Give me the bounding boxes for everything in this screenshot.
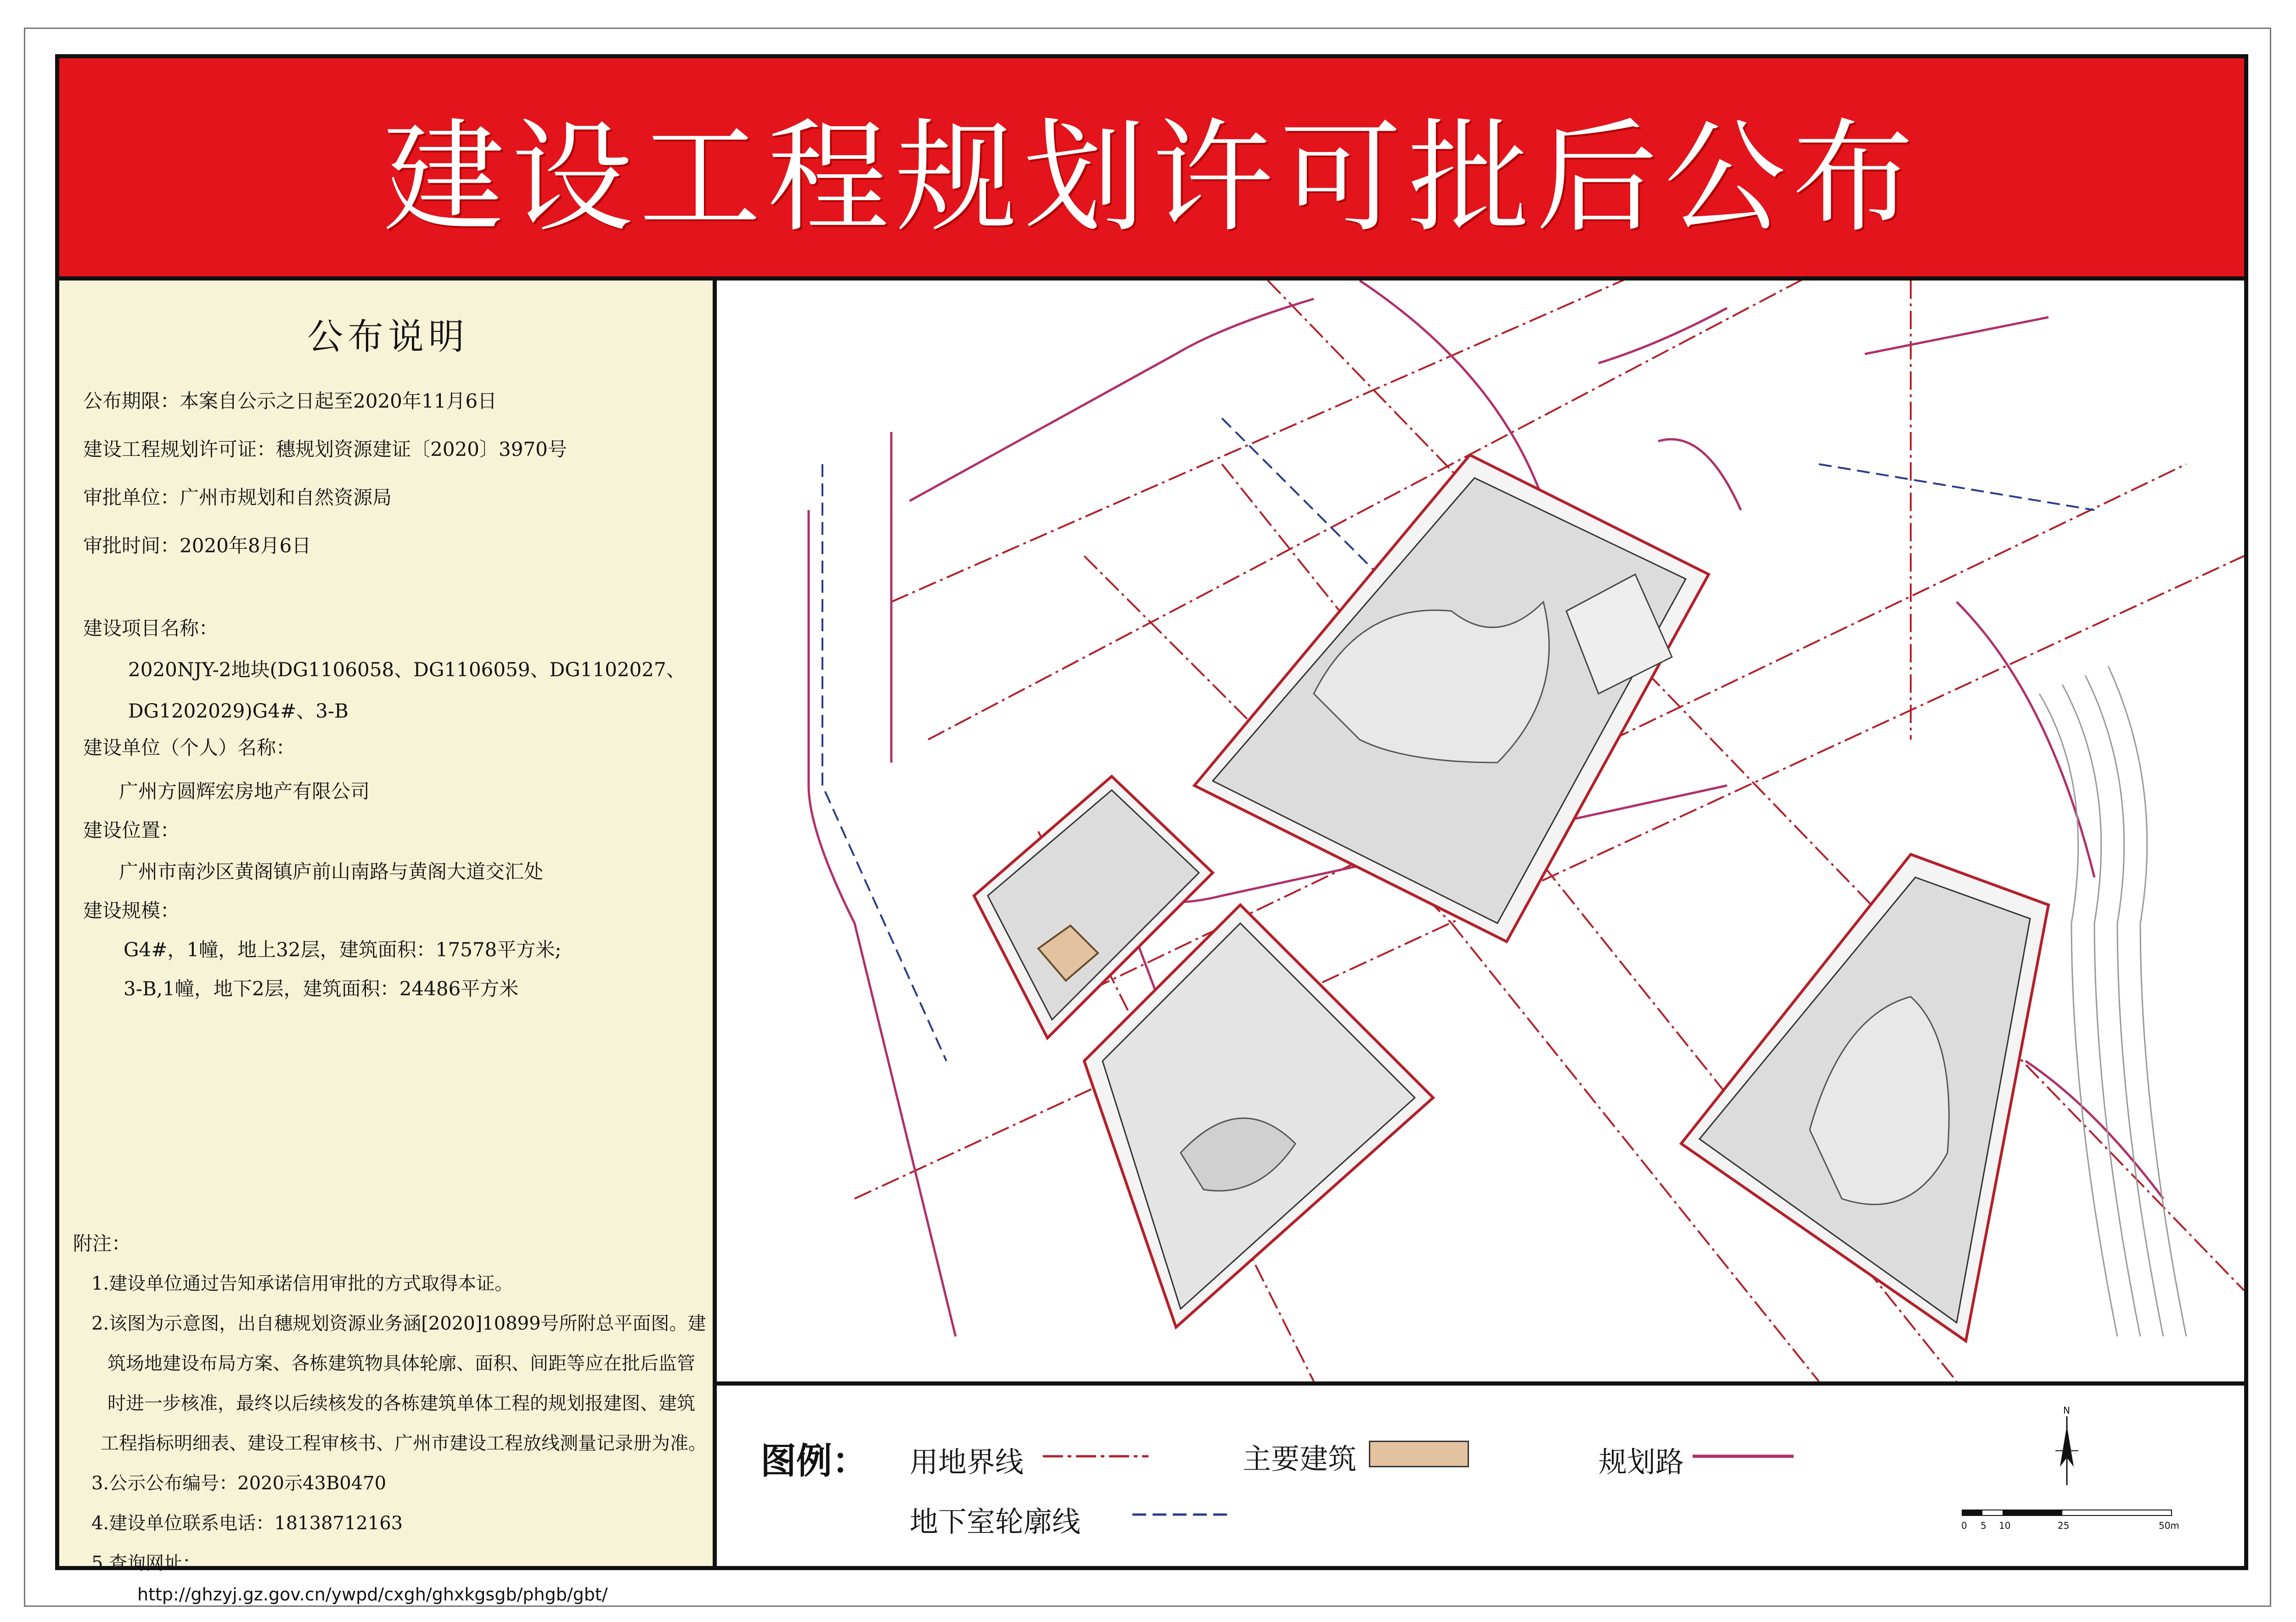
scale-bar xyxy=(1961,1508,2177,1519)
approving-authority: 审批单位：广州市规划和自然资源局 xyxy=(83,486,392,509)
site-plan-drawing xyxy=(717,281,2244,1381)
project-name-line1: 2020NJY-2地块(DG1106058、DG1106059、DG1102027、 xyxy=(128,658,686,681)
note-2-line2: 筑场地建设布局方案、各栋建筑物具体轮廓、面积、间距等应在批后监管 xyxy=(107,1353,695,1374)
scale-label: 建设规模： xyxy=(83,899,180,922)
title-banner xyxy=(59,58,2244,281)
notes-label: 附注： xyxy=(73,1232,131,1255)
north-parcel xyxy=(1194,455,1709,942)
approval-date: 审批时间：2020年8月6日 xyxy=(83,534,311,557)
scale-tick-5: 5 xyxy=(1981,1520,1986,1531)
location-label: 建设位置： xyxy=(83,819,180,842)
legend-boundary-label: 用地界线 xyxy=(910,1445,1024,1479)
legend xyxy=(717,1386,2244,1566)
planned-road-swatch xyxy=(1693,1453,1794,1459)
notice-panel xyxy=(59,281,717,1605)
legend-title: 图例： xyxy=(760,1440,868,1482)
builder-name: 广州方圆辉宏房地产有限公司 xyxy=(119,780,370,803)
notice-heading: 公布说明 xyxy=(307,316,469,358)
note-3: 3.公示公布编号：2020示43B0470 xyxy=(91,1473,387,1494)
note-2-line1: 2.该图为示意图，出自穗规划资源业务涵[2020]10899号所附总平面图。建 xyxy=(91,1313,706,1334)
legend-basement-label: 地下室轮廓线 xyxy=(910,1505,1081,1538)
north-arrow-icon xyxy=(2048,1416,2085,1485)
basement-line-swatch xyxy=(1132,1511,1233,1518)
scale-line2: 3-B,1幢，地下2层，建筑面积：24486平方米 xyxy=(124,977,519,1000)
builder-label: 建设单位（个人）名称： xyxy=(83,736,296,759)
notice-period: 公布期限：本案自公示之日起至2020年11月6日 xyxy=(83,390,497,412)
boundary-line-swatch xyxy=(1043,1453,1148,1459)
scale-tick-25: 25 xyxy=(2058,1520,2070,1531)
building-swatch xyxy=(1369,1441,1469,1467)
note-1: 1.建设单位通过告知承诺信用审批的方式取得本证。 xyxy=(91,1273,513,1294)
legend-building-label: 主要建筑 xyxy=(1243,1442,1357,1476)
note-2-line3: 时进一步核准，最终以后续核发的各栋建筑单体工程的规划报建图、建筑 xyxy=(107,1393,695,1414)
query-url[interactable]: http://ghzyj.gz.gov.cn/ywpd/cxgh/ghxkgsgb/phgb/gbt/ xyxy=(137,1584,608,1605)
page-title: 建设工程规划许可批后公布 xyxy=(383,107,1920,249)
scale-tick-0: 0 xyxy=(1961,1520,1967,1531)
scale-and-north xyxy=(1961,1403,2191,1540)
project-name-label: 建设项目名称： xyxy=(83,617,219,640)
note-5: 5.查询网址： xyxy=(91,1553,201,1574)
permit-number: 建设工程规划许可证：穗规划资源建证〔2020〕3970号 xyxy=(83,438,567,460)
note-2-line4: 工程指标明细表、建设工程审核书、广州市建设工程放线测量记录册为准。 xyxy=(101,1433,707,1454)
note-4: 4.建设单位联系电话：18138712163 xyxy=(91,1513,403,1534)
scale-tick-10: 10 xyxy=(1999,1520,2011,1531)
location-value: 广州市南沙区黄阁镇庐前山南路与黄阁大道交汇处 xyxy=(119,860,544,883)
south-parcel xyxy=(1681,854,2048,1341)
north-label: N xyxy=(2063,1405,2070,1416)
legend-road-label: 规划路 xyxy=(1598,1445,1684,1479)
notice-board xyxy=(55,54,2248,1605)
scale-tick-50m: 50m xyxy=(2159,1520,2179,1531)
site-plan-map xyxy=(717,281,2244,1386)
scale-line1: G4#，1幢，地上32层，建筑面积：17578平方米; xyxy=(124,938,562,961)
slope-contours xyxy=(2039,666,2186,1336)
project-name-line2: DG1202029)G4#、3-B xyxy=(128,700,349,722)
